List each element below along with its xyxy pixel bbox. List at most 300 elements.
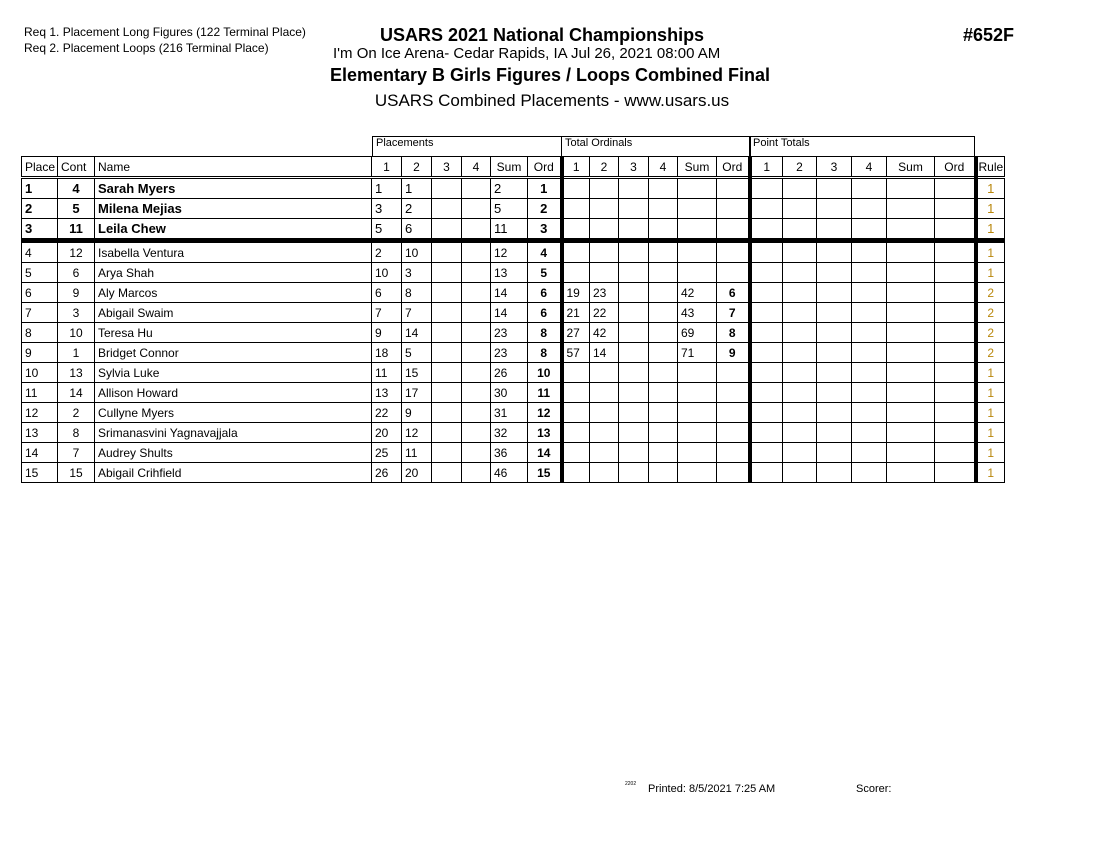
table-cell: 14: [491, 283, 528, 303]
table-cell: [817, 178, 852, 199]
table-cell: [590, 403, 619, 423]
table-cell: [432, 463, 462, 483]
table-cell: 6: [372, 283, 402, 303]
table-cell: [717, 403, 750, 423]
table-cell: 42: [590, 323, 619, 343]
table-cell: [783, 363, 817, 383]
table-cell: [717, 363, 750, 383]
table-cell: [852, 323, 887, 343]
column-header: 1: [562, 157, 590, 178]
table-cell: [935, 283, 976, 303]
table-cell: [817, 343, 852, 363]
table-cell: [590, 199, 619, 219]
table-cell: [619, 283, 649, 303]
table-cell: [462, 241, 491, 263]
table-cell: [678, 241, 717, 263]
table-cell: [462, 403, 491, 423]
table-cell: 9: [372, 323, 402, 343]
table-cell: [887, 323, 935, 343]
table-cell: [462, 303, 491, 323]
table-cell: [935, 343, 976, 363]
table-cell: [462, 263, 491, 283]
table-cell: 1: [402, 178, 432, 199]
group-placements: Placements: [372, 136, 562, 156]
table-cell: [852, 303, 887, 323]
table-cell: 31: [491, 403, 528, 423]
table-cell: 17: [402, 383, 432, 403]
table-cell: 3: [402, 263, 432, 283]
table-cell: [432, 303, 462, 323]
table-cell: Srimanasvini Yagnavajjala: [95, 423, 372, 443]
table-cell: [649, 199, 678, 219]
table-cell: [619, 199, 649, 219]
table-cell: [783, 463, 817, 483]
table-cell: Allison Howard: [95, 383, 372, 403]
printed-date: Printed: 8/5/2021 7:25 AM: [648, 783, 776, 795]
table-cell: [717, 263, 750, 283]
table-cell: [717, 443, 750, 463]
table-cell: 5: [402, 343, 432, 363]
column-header: Rule: [976, 157, 1005, 178]
table-cell: [750, 303, 783, 323]
table-cell: 23: [491, 343, 528, 363]
subtitle: USARS Combined Placements - www.usars.us: [374, 91, 730, 110]
column-header: Sum: [887, 157, 935, 178]
column-header: 3: [432, 157, 462, 178]
table-cell: [432, 241, 462, 263]
table-cell: [649, 241, 678, 263]
table-cell: [717, 199, 750, 219]
table-cell: 2: [491, 178, 528, 199]
table-cell: 14: [491, 303, 528, 323]
table-cell: 9: [717, 343, 750, 363]
table-cell: [678, 263, 717, 283]
table-cell: 10: [372, 263, 402, 283]
table-cell: [750, 443, 783, 463]
column-header: 3: [619, 157, 649, 178]
table-cell: [462, 219, 491, 241]
table-cell: [783, 283, 817, 303]
table-cell: [649, 178, 678, 199]
table-cell: [462, 423, 491, 443]
table-cell: [783, 343, 817, 363]
table-cell: [935, 199, 976, 219]
table-cell: [717, 463, 750, 483]
table-cell: [678, 463, 717, 483]
table-cell: [462, 383, 491, 403]
table-cell: Cullyne Myers: [95, 403, 372, 423]
table-cell: [678, 383, 717, 403]
column-header: 4: [852, 157, 887, 178]
table-cell: 9: [22, 343, 58, 363]
table-cell: [649, 403, 678, 423]
table-cell: [852, 423, 887, 443]
table-row: [22, 199, 1005, 219]
table-cell: [817, 199, 852, 219]
table-cell: 8: [528, 343, 562, 363]
table-cell: [562, 241, 590, 263]
table-cell: 15: [22, 463, 58, 483]
table-cell: [619, 403, 649, 423]
table-cell: 14: [402, 323, 432, 343]
table-cell: 2: [58, 403, 95, 423]
table-cell: Arya Shah: [95, 263, 372, 283]
page-title: Elementary B Girls Figures / Loops Combined Final: [329, 65, 771, 85]
table-cell: [649, 323, 678, 343]
table-cell: 13: [58, 363, 95, 383]
table-cell: 6: [22, 283, 58, 303]
table-cell: Aly Marcos: [95, 283, 372, 303]
table-cell: [562, 263, 590, 283]
table-cell: 1: [528, 178, 562, 199]
table-cell: 6: [402, 219, 432, 241]
table-cell: 7: [402, 303, 432, 323]
table-row: [22, 443, 1005, 463]
table-cell: [817, 423, 852, 443]
table-cell: 5: [491, 199, 528, 219]
table-cell: 8: [717, 323, 750, 343]
table-cell: [852, 219, 887, 241]
table-cell: [562, 363, 590, 383]
table-cell: [817, 283, 852, 303]
table-cell: [852, 178, 887, 199]
table-cell: 10: [58, 323, 95, 343]
table-cell: [678, 443, 717, 463]
table-cell: [717, 241, 750, 263]
table-cell: 71: [678, 343, 717, 363]
table-cell: [935, 219, 976, 241]
table-cell: 15: [58, 463, 95, 483]
table-cell: 13: [491, 263, 528, 283]
table-cell: 3: [372, 199, 402, 219]
table-cell: 12: [528, 403, 562, 423]
table-cell: [462, 343, 491, 363]
table-cell: [619, 423, 649, 443]
table-cell: [619, 178, 649, 199]
table-cell: [717, 383, 750, 403]
table-cell: [750, 363, 783, 383]
table-cell: [590, 383, 619, 403]
table-cell: [562, 443, 590, 463]
table-cell: [432, 443, 462, 463]
table-cell: 8: [22, 323, 58, 343]
table-cell: 7: [22, 303, 58, 323]
table-cell: 4: [58, 178, 95, 199]
table-cell: 21: [562, 303, 590, 323]
table-cell: 7: [372, 303, 402, 323]
table-cell: 6: [717, 283, 750, 303]
table-cell: [935, 383, 976, 403]
table-cell: 13: [372, 383, 402, 403]
column-header: 3: [817, 157, 852, 178]
table-cell: [432, 323, 462, 343]
table-cell: Sylvia Luke: [95, 363, 372, 383]
table-cell: [590, 241, 619, 263]
table-cell: [783, 219, 817, 241]
table-row: [22, 343, 1005, 363]
column-header: 1: [750, 157, 783, 178]
table-cell: 9: [402, 403, 432, 423]
column-header: Sum: [491, 157, 528, 178]
table-cell: 12: [22, 403, 58, 423]
column-header: 4: [649, 157, 678, 178]
table-cell: 2: [976, 303, 1005, 323]
group-point-totals: Point Totals: [749, 136, 975, 156]
table-cell: [852, 363, 887, 383]
table-cell: [678, 178, 717, 199]
table-cell: [619, 443, 649, 463]
table-cell: [649, 423, 678, 443]
table-cell: 15: [402, 363, 432, 383]
table-cell: Audrey Shults: [95, 443, 372, 463]
column-header: Ord: [717, 157, 750, 178]
table-cell: [649, 463, 678, 483]
table-cell: [887, 423, 935, 443]
table-cell: 32: [491, 423, 528, 443]
event-name: USARS 2021 National Championships: [380, 25, 705, 45]
table-cell: [678, 423, 717, 443]
table-cell: Milena Mejias: [95, 199, 372, 219]
table-cell: 12: [491, 241, 528, 263]
table-cell: [590, 178, 619, 199]
table-cell: 3: [58, 303, 95, 323]
requirement-2: Req 2. Placement Loops (216 Terminal Place): [24, 41, 269, 55]
table-cell: Isabella Ventura: [95, 241, 372, 263]
table-cell: [817, 303, 852, 323]
table-cell: [462, 178, 491, 199]
table-cell: [649, 219, 678, 241]
table-cell: [783, 263, 817, 283]
table-cell: [432, 263, 462, 283]
group-total-ordinals: Total Ordinals: [561, 136, 751, 156]
table-cell: [887, 403, 935, 423]
table-cell: [783, 423, 817, 443]
table-cell: 13: [528, 423, 562, 443]
column-header: 2: [783, 157, 817, 178]
location: I'm On Ice Arena- Cedar Rapids, IA Jul 26, 2021 08:00 AM: [333, 45, 721, 62]
table-cell: [750, 283, 783, 303]
table-cell: [887, 263, 935, 283]
table-cell: [817, 363, 852, 383]
column-header: Cont: [58, 157, 95, 178]
table-cell: [432, 199, 462, 219]
table-cell: [887, 241, 935, 263]
table-cell: 20: [402, 463, 432, 483]
table-cell: 6: [528, 283, 562, 303]
table-cell: 11: [58, 219, 95, 241]
table-cell: [619, 323, 649, 343]
table-cell: [462, 443, 491, 463]
table-cell: 4: [528, 241, 562, 263]
table-cell: [887, 178, 935, 199]
table-cell: [462, 199, 491, 219]
results-table: [21, 156, 1005, 483]
table-cell: 7: [717, 303, 750, 323]
table-row: [22, 241, 1005, 263]
table-cell: [852, 199, 887, 219]
requirement-1: Req 1. Placement Long Figures (122 Terminal Place): [24, 25, 306, 39]
table-cell: [935, 178, 976, 199]
table-cell: [817, 443, 852, 463]
table-row: [22, 383, 1005, 403]
table-cell: [852, 383, 887, 403]
table-cell: Abigail Swaim: [95, 303, 372, 323]
table-cell: 14: [58, 383, 95, 403]
version-mark: 2202: [625, 781, 637, 787]
table-cell: [750, 403, 783, 423]
table-cell: [750, 241, 783, 263]
table-cell: 13: [22, 423, 58, 443]
table-cell: Abigail Crihfield: [95, 463, 372, 483]
table-cell: [817, 383, 852, 403]
table-cell: 1: [976, 263, 1005, 283]
table-cell: [432, 219, 462, 241]
table-cell: [619, 241, 649, 263]
table-cell: 1: [976, 403, 1005, 423]
table-cell: 11: [22, 383, 58, 403]
table-cell: 57: [562, 343, 590, 363]
table-cell: 1: [976, 363, 1005, 383]
table-cell: [590, 443, 619, 463]
table-cell: 11: [372, 363, 402, 383]
table-cell: 3: [528, 219, 562, 241]
table-cell: [817, 403, 852, 423]
table-cell: [852, 263, 887, 283]
table-row: [22, 323, 1005, 343]
table-cell: [887, 219, 935, 241]
table-cell: [562, 178, 590, 199]
table-cell: 4: [22, 241, 58, 263]
table-cell: [783, 443, 817, 463]
table-cell: 6: [528, 303, 562, 323]
table-cell: [432, 423, 462, 443]
table-cell: [852, 241, 887, 263]
table-cell: [750, 383, 783, 403]
table-cell: [935, 443, 976, 463]
table-cell: [750, 199, 783, 219]
table-cell: [562, 423, 590, 443]
table-cell: [935, 403, 976, 423]
table-cell: 9: [58, 283, 95, 303]
table-cell: [717, 178, 750, 199]
column-header: Name: [95, 157, 372, 178]
table-cell: 8: [402, 283, 432, 303]
table-cell: [649, 283, 678, 303]
table-cell: [462, 463, 491, 483]
table-cell: [717, 219, 750, 241]
table-cell: [783, 383, 817, 403]
table-cell: [852, 403, 887, 423]
table-cell: [432, 363, 462, 383]
table-cell: [619, 463, 649, 483]
table-cell: 8: [528, 323, 562, 343]
table-cell: [619, 343, 649, 363]
table-cell: [619, 383, 649, 403]
table-cell: [750, 343, 783, 363]
table-row: [22, 463, 1005, 483]
table-cell: [649, 303, 678, 323]
table-cell: 22: [590, 303, 619, 323]
table-cell: 6: [58, 263, 95, 283]
table-cell: [717, 423, 750, 443]
column-header: 4: [462, 157, 491, 178]
column-header: Place: [22, 157, 58, 178]
table-cell: 12: [402, 423, 432, 443]
table-cell: 11: [528, 383, 562, 403]
table-cell: [678, 403, 717, 423]
table-cell: [750, 263, 783, 283]
table-cell: 1: [976, 241, 1005, 263]
table-cell: [590, 423, 619, 443]
table-cell: 14: [528, 443, 562, 463]
table-cell: [817, 323, 852, 343]
table-cell: [649, 263, 678, 283]
table-cell: [852, 443, 887, 463]
table-cell: [462, 283, 491, 303]
table-cell: 1: [976, 178, 1005, 199]
table-cell: 2: [372, 241, 402, 263]
table-cell: 2: [976, 343, 1005, 363]
table-cell: 2: [976, 323, 1005, 343]
table-cell: [817, 241, 852, 263]
table-cell: [619, 219, 649, 241]
column-header: Ord: [528, 157, 562, 178]
table-cell: [887, 283, 935, 303]
table-cell: [432, 283, 462, 303]
table-cell: [678, 219, 717, 241]
table-cell: [887, 443, 935, 463]
table-cell: [462, 323, 491, 343]
table-cell: 11: [402, 443, 432, 463]
table-cell: 26: [372, 463, 402, 483]
table-cell: [935, 463, 976, 483]
table-cell: 10: [22, 363, 58, 383]
table-cell: [432, 178, 462, 199]
table-cell: Sarah Myers: [95, 178, 372, 199]
table-cell: [852, 343, 887, 363]
table-cell: [783, 403, 817, 423]
table-row: [22, 403, 1005, 423]
table-cell: [935, 323, 976, 343]
table-cell: 2: [976, 283, 1005, 303]
table-cell: 1: [976, 219, 1005, 241]
table-cell: Bridget Connor: [95, 343, 372, 363]
table-cell: [590, 263, 619, 283]
table-cell: [935, 303, 976, 323]
table-cell: 14: [22, 443, 58, 463]
table-cell: 12: [58, 241, 95, 263]
table-cell: 5: [22, 263, 58, 283]
table-cell: [935, 241, 976, 263]
table-cell: [649, 443, 678, 463]
table-cell: 3: [22, 219, 58, 241]
table-cell: 2: [528, 199, 562, 219]
table-cell: 36: [491, 443, 528, 463]
table-row: [22, 283, 1005, 303]
table-cell: [619, 363, 649, 383]
table-cell: 14: [590, 343, 619, 363]
table-cell: [432, 383, 462, 403]
table-cell: [887, 343, 935, 363]
table-cell: [817, 263, 852, 283]
table-cell: 1: [372, 178, 402, 199]
table-cell: [562, 199, 590, 219]
table-cell: 1: [58, 343, 95, 363]
table-cell: 46: [491, 463, 528, 483]
table-cell: [783, 241, 817, 263]
table-cell: 1: [976, 199, 1005, 219]
table-cell: 1: [976, 423, 1005, 443]
